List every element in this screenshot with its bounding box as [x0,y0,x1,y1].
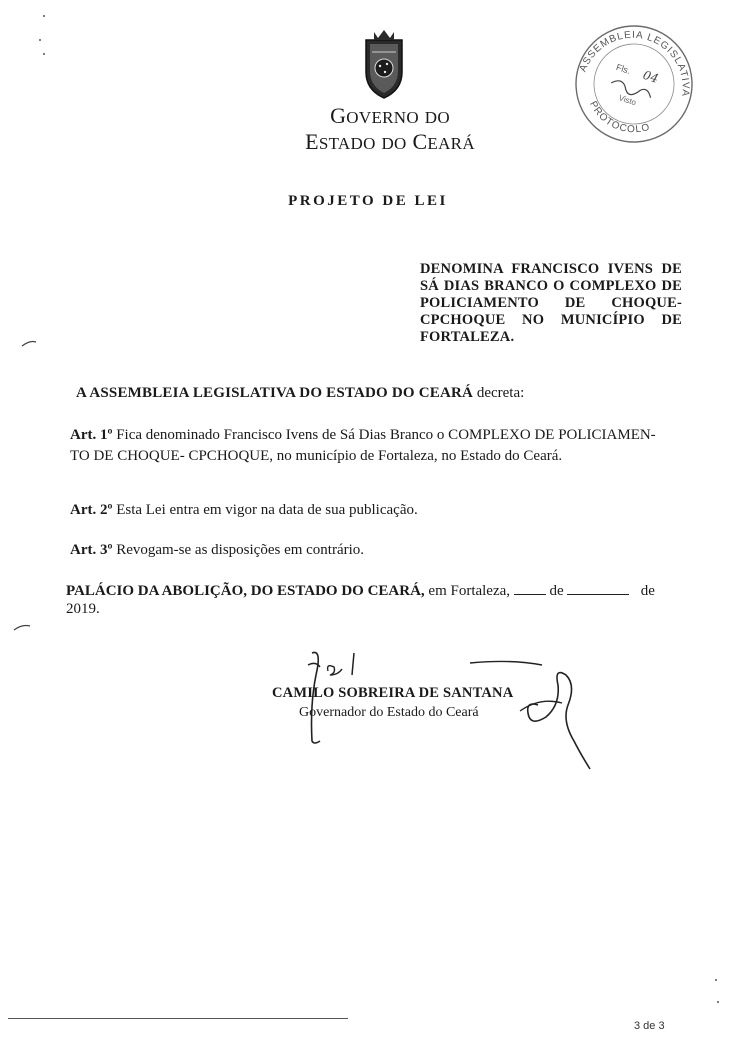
day-blank [514,582,546,595]
palacio-bold: PALÁCIO DA ABOLIÇÃO, DO ESTADO DO CEARÁ, [66,583,425,599]
article-1-text: Fica denominado Francisco Ivens de Sá Dias Branco o COMPLEXO DE POLICIAMEN- [112,427,656,443]
gov-word-do: DO [424,108,450,127]
article-2-text: Esta Lei entra em vigor na data de sua publicação. [112,502,418,518]
palacio-line [66,582,676,618]
palacio-de-1: de [549,583,564,599]
palacio-de-2: de [640,583,655,599]
article-1 [70,425,670,467]
gov-title-line2 [290,130,490,156]
article-3-label: Art. 3º [70,542,113,558]
gov-letter-e: E [305,129,319,154]
svg-text:ASSEMBLEIA LEGISLATIVA DO CEAR [562,18,702,106]
government-title [290,104,490,156]
palacio-year: 2019. [66,601,100,617]
palacio-rest: em Fortaleza, [424,583,511,599]
decreta-bold: A ASSEMBLEIA LEGISLATIVA DO ESTADO DO CEARÁ [76,385,474,401]
page-number: 3 de 3 [634,1020,665,1032]
gov-word-eara: EARÁ [427,134,475,153]
gov-title-line1 [290,104,490,130]
article-3-text: Revogam-se as disposições em contrário. [112,542,365,558]
gov-word-stado: STADO [318,134,376,153]
article-2-label: Art. 2º [70,502,113,518]
signatory-role: Governador do Estado do Ceará [299,705,479,720]
decreta-rest: decreta: [473,385,525,401]
signatory-name: CAMILO SOBREIRA DE SANTANA [272,685,514,701]
month-blank [567,582,629,595]
stamp-visto-label: Visto [617,93,638,108]
svg-text:PROTOCOLO [582,97,656,143]
coat-of-arms-icon [356,28,412,100]
article-1-text-cont: TO DE CHOQUE- CPCHOQUE, no município de Fortaleza, no Estado do Ceará. [70,448,563,464]
gov-letter-c: C [412,129,428,154]
gov-word-overno: OVERNO [346,108,419,127]
decreta-line [76,385,676,402]
protocol-stamp [562,18,702,150]
stamp-bottom-text: PROTOCOLO [587,99,652,136]
stamp-fls-label: Fls. [614,61,632,76]
gov-word-do-2: DO [381,134,407,153]
ementa-text: DENOMINA FRANCISCO IVENS DE SÁ DIAS BRANCO O COMPLEXO DE POLICIAMENTO DE CHOQUE-CPCHOQUE NO MUNICÍPIO DE FORTALEZA. [420,261,682,345]
stamp-fls-value: 04 [641,67,661,86]
footer-divider [8,1018,348,1019]
article-3 [70,540,670,561]
article-1-label: Art. 1º [70,427,113,443]
document-title: PROJETO DE LEI [288,193,448,209]
article-2 [70,500,670,521]
stamp-ring-text: ASSEMBLEIA LEGISLATIVA [577,29,691,98]
gov-letter-g: G [330,103,347,128]
